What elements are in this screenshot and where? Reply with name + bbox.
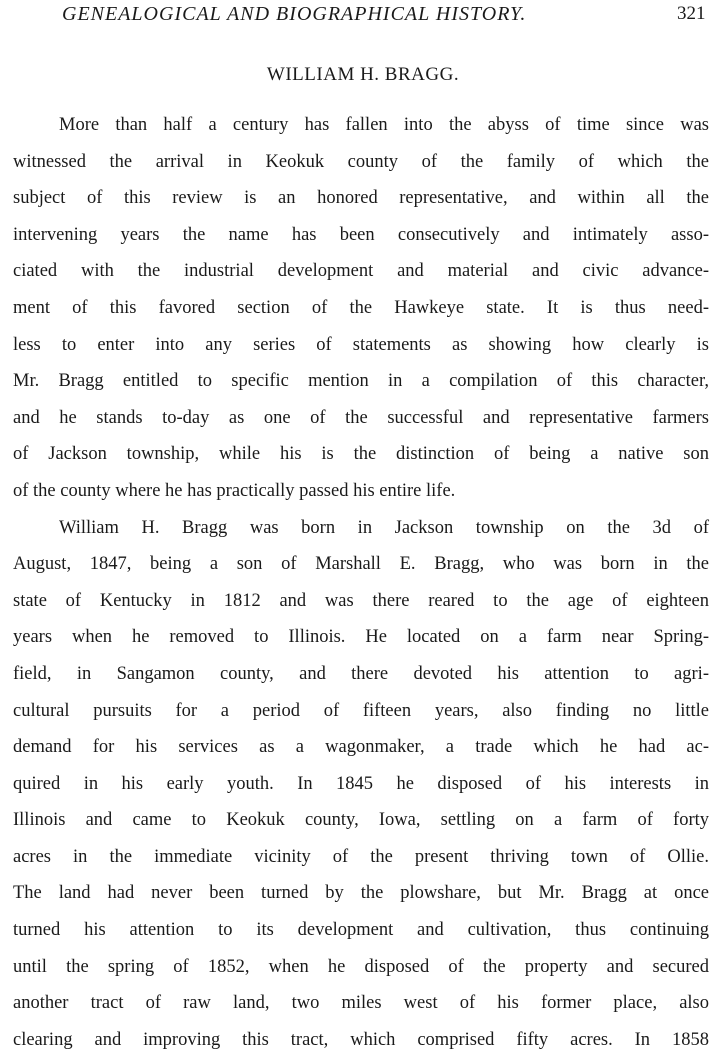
text-line: another tract of raw land, two miles west of his former place, also <box>13 993 709 1014</box>
paragraph-1 <box>13 107 709 510</box>
text-line: ment of this favored section of the Hawkeye state. It is thus need- <box>13 297 709 318</box>
text-line: cultural pursuits for a period of fifteen years, also finding no little <box>13 700 709 721</box>
text-line: More than half a century has fallen into the abyss of time since was <box>59 115 709 135</box>
paragraph-2 <box>13 510 709 1059</box>
text-line: acres in the immediate vicinity of the present thriving town of Ollie. <box>13 846 709 867</box>
text-line: August, 1847, being a son of Marshall E. Bragg, who was born in the <box>13 554 709 575</box>
text-line: until the spring of 1852, when he disposed of the property and secured <box>13 956 709 977</box>
text-line: Mr. Bragg entitled to specific mention in a compilation of this character, <box>13 371 709 392</box>
text-line: state of Kentucky in 1812 and was there reared to the age of eighteen <box>13 590 709 611</box>
text-line: subject of this review is an honored representative, and within all the <box>13 188 709 209</box>
article-title: WILLIAM H. BRAGG. <box>266 64 460 85</box>
running-head: GENEALOGICAL AND BIOGRAPHICAL HISTORY. <box>62 3 527 25</box>
text-line: Illinois and came to Keokuk county, Iowa, settling on a farm of forty <box>13 810 709 831</box>
text-line: The land had never been turned by the plowshare, but Mr. Bragg at once <box>13 883 709 904</box>
text-line: ciated with the industrial development and material and civic advance- <box>13 261 709 282</box>
text-line: less to enter into any series of statements as showing how clearly is <box>13 334 709 355</box>
text-line: witnessed the arrival in Keokuk county of the family of which the <box>13 151 709 172</box>
text-line: demand for his services as a wagonmaker, a trade which he had ac- <box>13 737 709 758</box>
text-line: clearing and improving this tract, which comprised fifty acres. In 1858 <box>13 1029 709 1050</box>
text-line: field, in Sangamon county, and there devoted his attention to agri- <box>13 663 709 684</box>
text-line: and he stands to-day as one of the successful and representative farmers <box>13 407 709 428</box>
text-line: years when he removed to Illinois. He located on a farm near Spring- <box>13 627 709 648</box>
text-line: intervening years the name has been consecutively and intimately asso- <box>13 224 709 245</box>
text-line: William H. Bragg was born in Jackson township on the 3d of <box>59 517 709 538</box>
text-line: turned his attention to its development and cultivation, thus continuing <box>13 920 709 941</box>
page-number: 321 <box>677 3 706 24</box>
article-body <box>13 107 709 1058</box>
text-line: of the county where he has practically passed his entire life. <box>13 480 456 501</box>
text-line: of Jackson township, while his is the distinction of being a native son <box>13 444 709 465</box>
text-line: quired in his early youth. In 1845 he disposed of his interests in <box>13 773 709 794</box>
